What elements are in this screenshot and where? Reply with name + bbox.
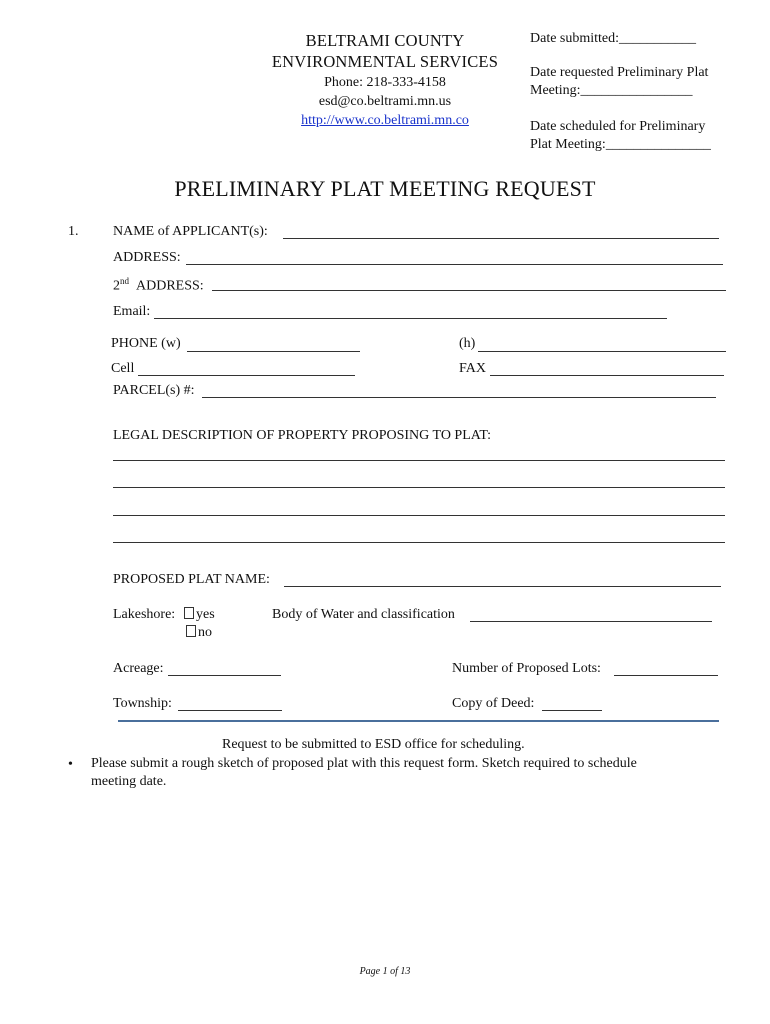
agency-phone: Phone: 218-333-4158	[324, 75, 446, 90]
agency-email: esd@co.beltrami.mn.us	[318, 94, 452, 109]
legal-description-line-3[interactable]	[113, 515, 725, 516]
legal-description-line-4[interactable]	[113, 542, 725, 543]
address-field[interactable]	[186, 264, 723, 265]
page-number: Page 1 of 13	[359, 966, 411, 977]
email-field[interactable]	[154, 318, 667, 319]
checkbox-no-icon[interactable]	[186, 625, 196, 637]
bullet-icon: •	[68, 757, 73, 772]
parcel-field[interactable]	[202, 397, 716, 398]
date-submitted: Date submitted:___________	[530, 31, 697, 46]
agency-name-line1: BELTRAMI COUNTY	[305, 31, 465, 50]
township-field[interactable]	[178, 710, 282, 711]
deed-field[interactable]	[542, 710, 602, 711]
applicant-label: NAME of APPLICANT(s):	[113, 224, 268, 239]
fax-label: FAX	[459, 361, 486, 376]
cell-label: Cell	[111, 361, 135, 376]
lakeshore-label: Lakeshore:	[113, 607, 176, 622]
phone-home-label: (h)	[459, 336, 476, 351]
date-scheduled-line1: Date scheduled for Preliminary	[530, 119, 706, 134]
email-label: Email:	[113, 304, 151, 319]
acreage-field[interactable]	[168, 675, 281, 676]
date-scheduled-line2: Plat Meeting:_______________	[530, 137, 711, 152]
lots-label: Number of Proposed Lots:	[452, 661, 601, 676]
agency-website-link[interactable]: http://www.co.beltrami.mn.co	[301, 113, 469, 128]
address2-label: 2nd ADDRESS:	[113, 276, 204, 294]
phone-work-field[interactable]	[187, 351, 360, 352]
agency-name-line2: ENVIRONMENTAL SERVICES	[271, 52, 499, 71]
fax-field[interactable]	[490, 375, 724, 376]
legal-description-line-1[interactable]	[113, 460, 725, 461]
date-requested-line2: Meeting:________________	[530, 83, 693, 98]
legal-description-label: LEGAL DESCRIPTION OF PROPERTY PROPOSING TO PLAT:	[113, 428, 492, 443]
section-divider	[118, 720, 719, 722]
township-label: Township:	[113, 696, 172, 711]
page-title: PRELIMINARY PLAT MEETING REQUEST	[174, 176, 596, 201]
submit-note: Request to be submitted to ESD office for scheduling.	[222, 737, 525, 752]
sketch-note-line2: meeting date.	[91, 774, 167, 789]
agency-header	[255, 30, 515, 130]
cell-field[interactable]	[138, 375, 355, 376]
plat-name-label: PROPOSED PLAT NAME:	[113, 572, 270, 587]
parcel-label: PARCEL(s) #:	[113, 383, 195, 398]
address-label: ADDRESS:	[113, 250, 181, 265]
lots-field[interactable]	[614, 675, 718, 676]
body-of-water-label: Body of Water and classification	[272, 607, 455, 622]
lakeshore-no-option[interactable]: no	[186, 625, 212, 641]
phone-work-label: PHONE (w)	[111, 336, 181, 351]
legal-description-line-2[interactable]	[113, 487, 725, 488]
deed-label: Copy of Deed:	[452, 696, 535, 711]
body-of-water-field[interactable]	[470, 621, 712, 622]
item-number: 1.	[68, 224, 79, 239]
sketch-note-line1: Please submit a rough sketch of proposed plat with this request form. Sketch required to schedule	[91, 756, 637, 771]
plat-name-field[interactable]	[284, 586, 721, 587]
checkbox-yes-icon[interactable]	[184, 607, 194, 619]
address2-field[interactable]	[212, 290, 726, 291]
date-requested-line1: Date requested Preliminary Plat	[530, 65, 709, 80]
phone-home-field[interactable]	[478, 351, 726, 352]
lakeshore-yes-option[interactable]: yes	[184, 607, 215, 623]
applicant-field[interactable]	[283, 238, 719, 239]
acreage-label: Acreage:	[113, 661, 164, 676]
